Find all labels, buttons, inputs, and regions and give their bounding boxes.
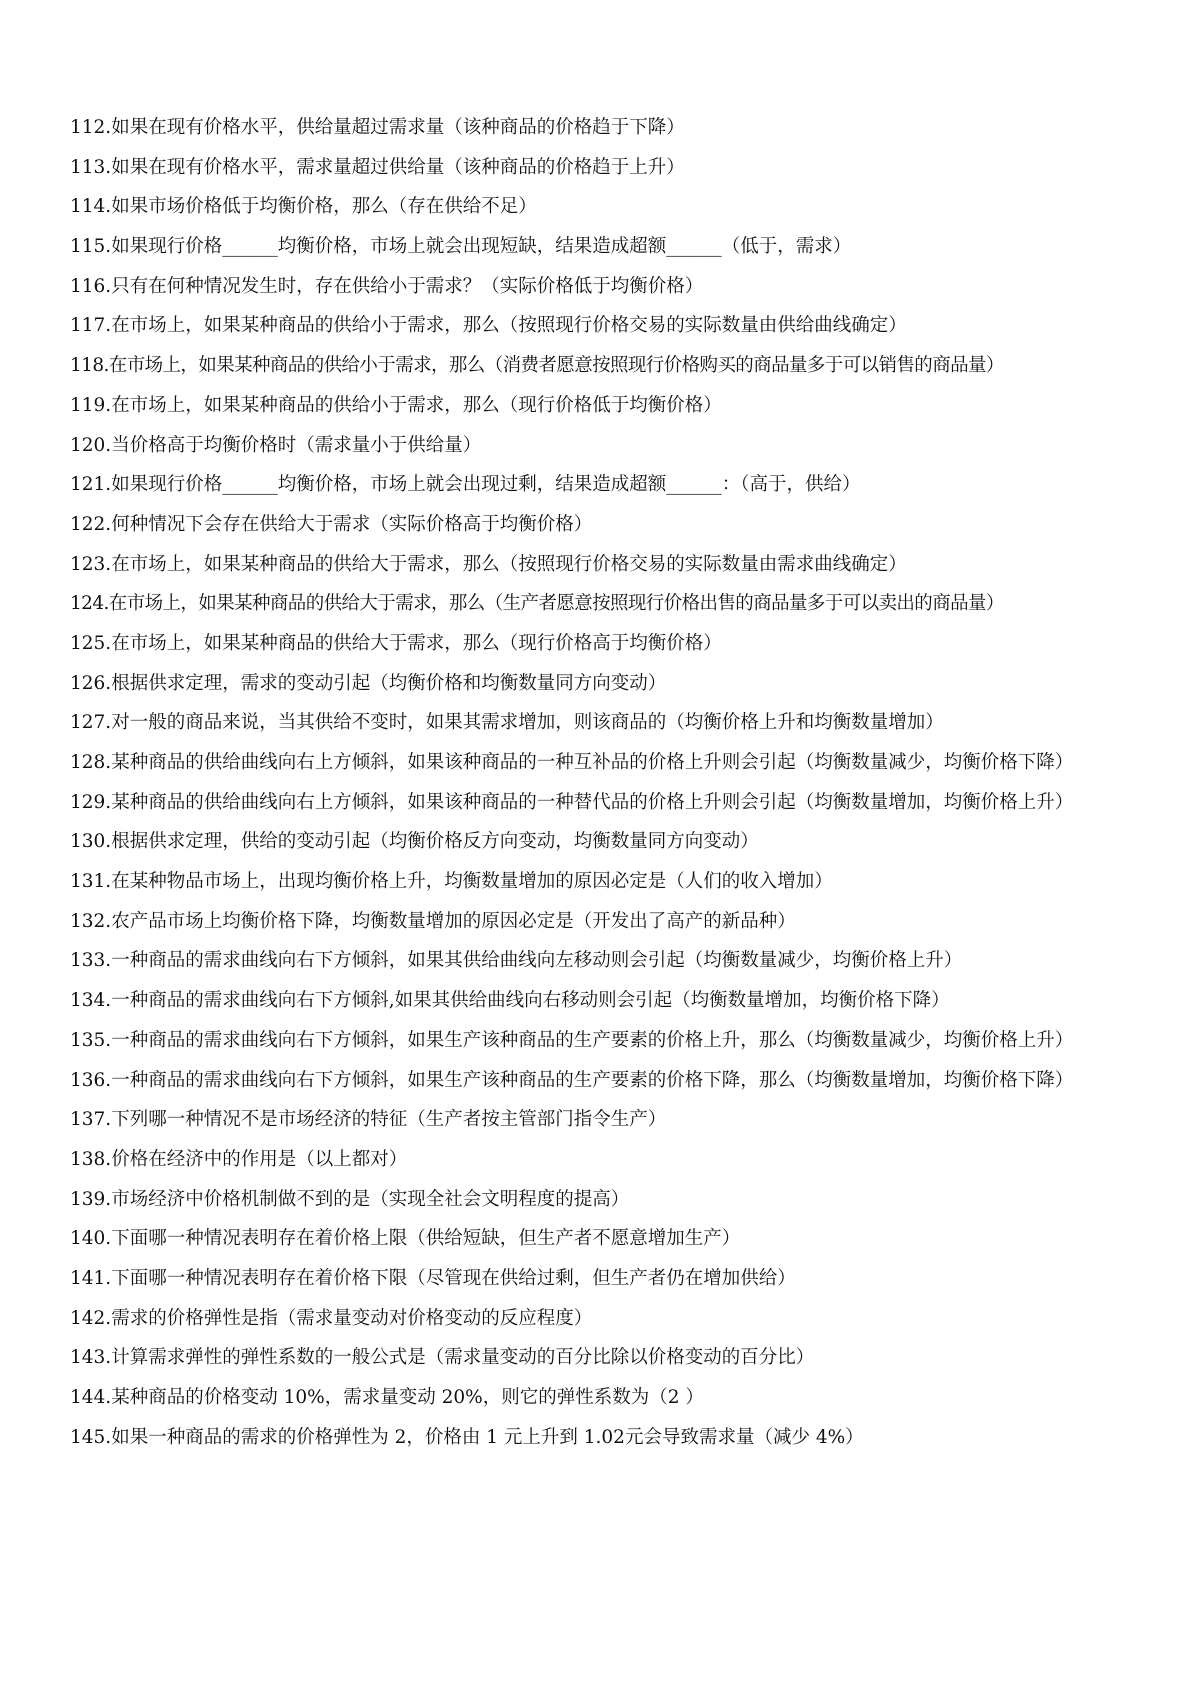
question-143: 143.计算需求弹性的弹性系数的一般公式是（需求量变动的百分比除以价格变动的百分比） — [70, 1347, 815, 1369]
question-135: 135.一种商品的需求曲线向右下方倾斜，如果生产该种商品的生产要素的价格上升，那么（均衡数量减少，均衡价格上升） — [70, 1029, 1074, 1051]
question-144: 144.某种商品的价格变动 10%，需求量变动 20%，则它的弹性系数为（2 ） — [70, 1387, 704, 1409]
question-138: 138.价格在经济中的作用是（以上都对） — [70, 1148, 408, 1170]
question-127: 127.对一般的商品来说，当其供给不变时，如果其需求增加，则该商品的（均衡价格上升和均衡数量增加） — [70, 712, 944, 734]
question-112: 112.如果在现有价格水平，供给量超过需求量（该种商品的价格趋于下降） — [70, 117, 685, 138]
question-125: 125.在市场上，如果某种商品的供给大于需求，那么（现行价格高于均衡价格） — [70, 632, 722, 654]
question-120: 120.当价格高于均衡价格时（需求量小于供给量） — [70, 434, 482, 456]
question-117: 117.在市场上，如果某种商品的供给小于需求，那么（按照现行价格交易的实际数量由供给曲线确定） — [70, 315, 907, 337]
question-132: 132.农产品市场上均衡价格下降，均衡数量增加的原因必定是（开发出了高产的新品种） — [70, 910, 796, 932]
question-136: 136.一种商品的需求曲线向右下方倾斜，如果生产该种商品的生产要素的价格下降，那么（均衡数量增加，均衡价格下降） — [70, 1069, 1074, 1091]
question-116: 116.只有在何种情况发生时，存在供给小于需求？（实际价格低于均衡价格） — [70, 275, 704, 297]
question-141: 141.下面哪一种情况表明存在着价格下限（尽管现在供给过剩，但生产者仍在增加供给） — [70, 1268, 796, 1289]
question-130: 130.根据供求定理，供给的变动引起（均衡价格反方向变动，均衡数量同方向变动） — [70, 831, 759, 853]
question-131: 131.在某种物品市场上，出现均衡价格上升，均衡数量增加的原因必定是（人们的收入增加） — [70, 871, 833, 893]
question-142: 142.需求的价格弹性是指（需求量变动对价格变动的反应程度） — [70, 1307, 593, 1329]
question-123: 123.在市场上，如果某种商品的供给大于需求，那么（按照现行价格交易的实际数量由需求曲线确定） — [70, 553, 907, 575]
question-139: 139.市场经济中价格机制做不到的是（实现全社会文明程度的提高） — [70, 1188, 630, 1210]
document-body — [70, 108, 1140, 1457]
question-133: 133.一种商品的需求曲线向右下方倾斜，如果其供给曲线向左移动则会引起（均衡数量减少，均衡价格上升） — [70, 950, 963, 972]
question-121: 121.如果现行价格______均衡价格，市场上就会出现过剩，结果造成超额______：（高于，供给） — [70, 474, 861, 496]
question-137: 137.下列哪一种情况不是市场经济的特征（生产者按主管部门指令生产） — [70, 1109, 667, 1131]
question-128: 128.某种商品的供给曲线向右上方倾斜，如果该种商品的一种互补品的价格上升则会引起（均衡数量减少，均衡价格下降） — [70, 752, 1074, 773]
question-114: 114.如果市场价格低于均衡价格，那么（存在供给不足） — [70, 196, 537, 218]
question-129: 129.某种商品的供给曲线向右上方倾斜，如果该种商品的一种替代品的价格上升则会引起（均衡数量增加，均衡价格上升） — [70, 791, 1074, 813]
question-118: 118.在市场上，如果某种商品的供给小于需求，那么（消费者愿意按照现行价格购买的商品量多于可以销售的商品量） — [70, 355, 1004, 377]
question-126: 126.根据供求定理，需求的变动引起（均衡价格和均衡数量同方向变动） — [70, 672, 667, 694]
question-115: 115.如果现行价格______均衡价格，市场上就会出现短缺，结果造成超额______（低于，需求） — [70, 236, 852, 258]
question-140: 140.下面哪一种情况表明存在着价格上限（供给短缺，但生产者不愿意增加生产） — [70, 1228, 741, 1250]
question-124: 124.在市场上，如果某种商品的供给大于需求，那么（生产者愿意按照现行价格出售的商品量多于可以卖出的商品量） — [70, 593, 1004, 615]
question-119: 119.在市场上，如果某种商品的供给小于需求，那么（现行价格低于均衡价格） — [70, 394, 722, 416]
question-122: 122.何种情况下会存在供给大于需求（实际价格高于均衡价格） — [70, 513, 593, 535]
question-134: 134.一种商品的需求曲线向右下方倾斜,如果其供给曲线向右移动则会引起（均衡数量增加，均衡价格下降） — [70, 990, 950, 1012]
question-145: 145.如果一种商品的需求的价格弹性为 2，价格由 1 元上升到 1.02元会导致需求量（减少 4%） — [70, 1426, 864, 1448]
question-113: 113.如果在现有价格水平，需求量超过供给量（该种商品的价格趋于上升） — [70, 156, 685, 178]
